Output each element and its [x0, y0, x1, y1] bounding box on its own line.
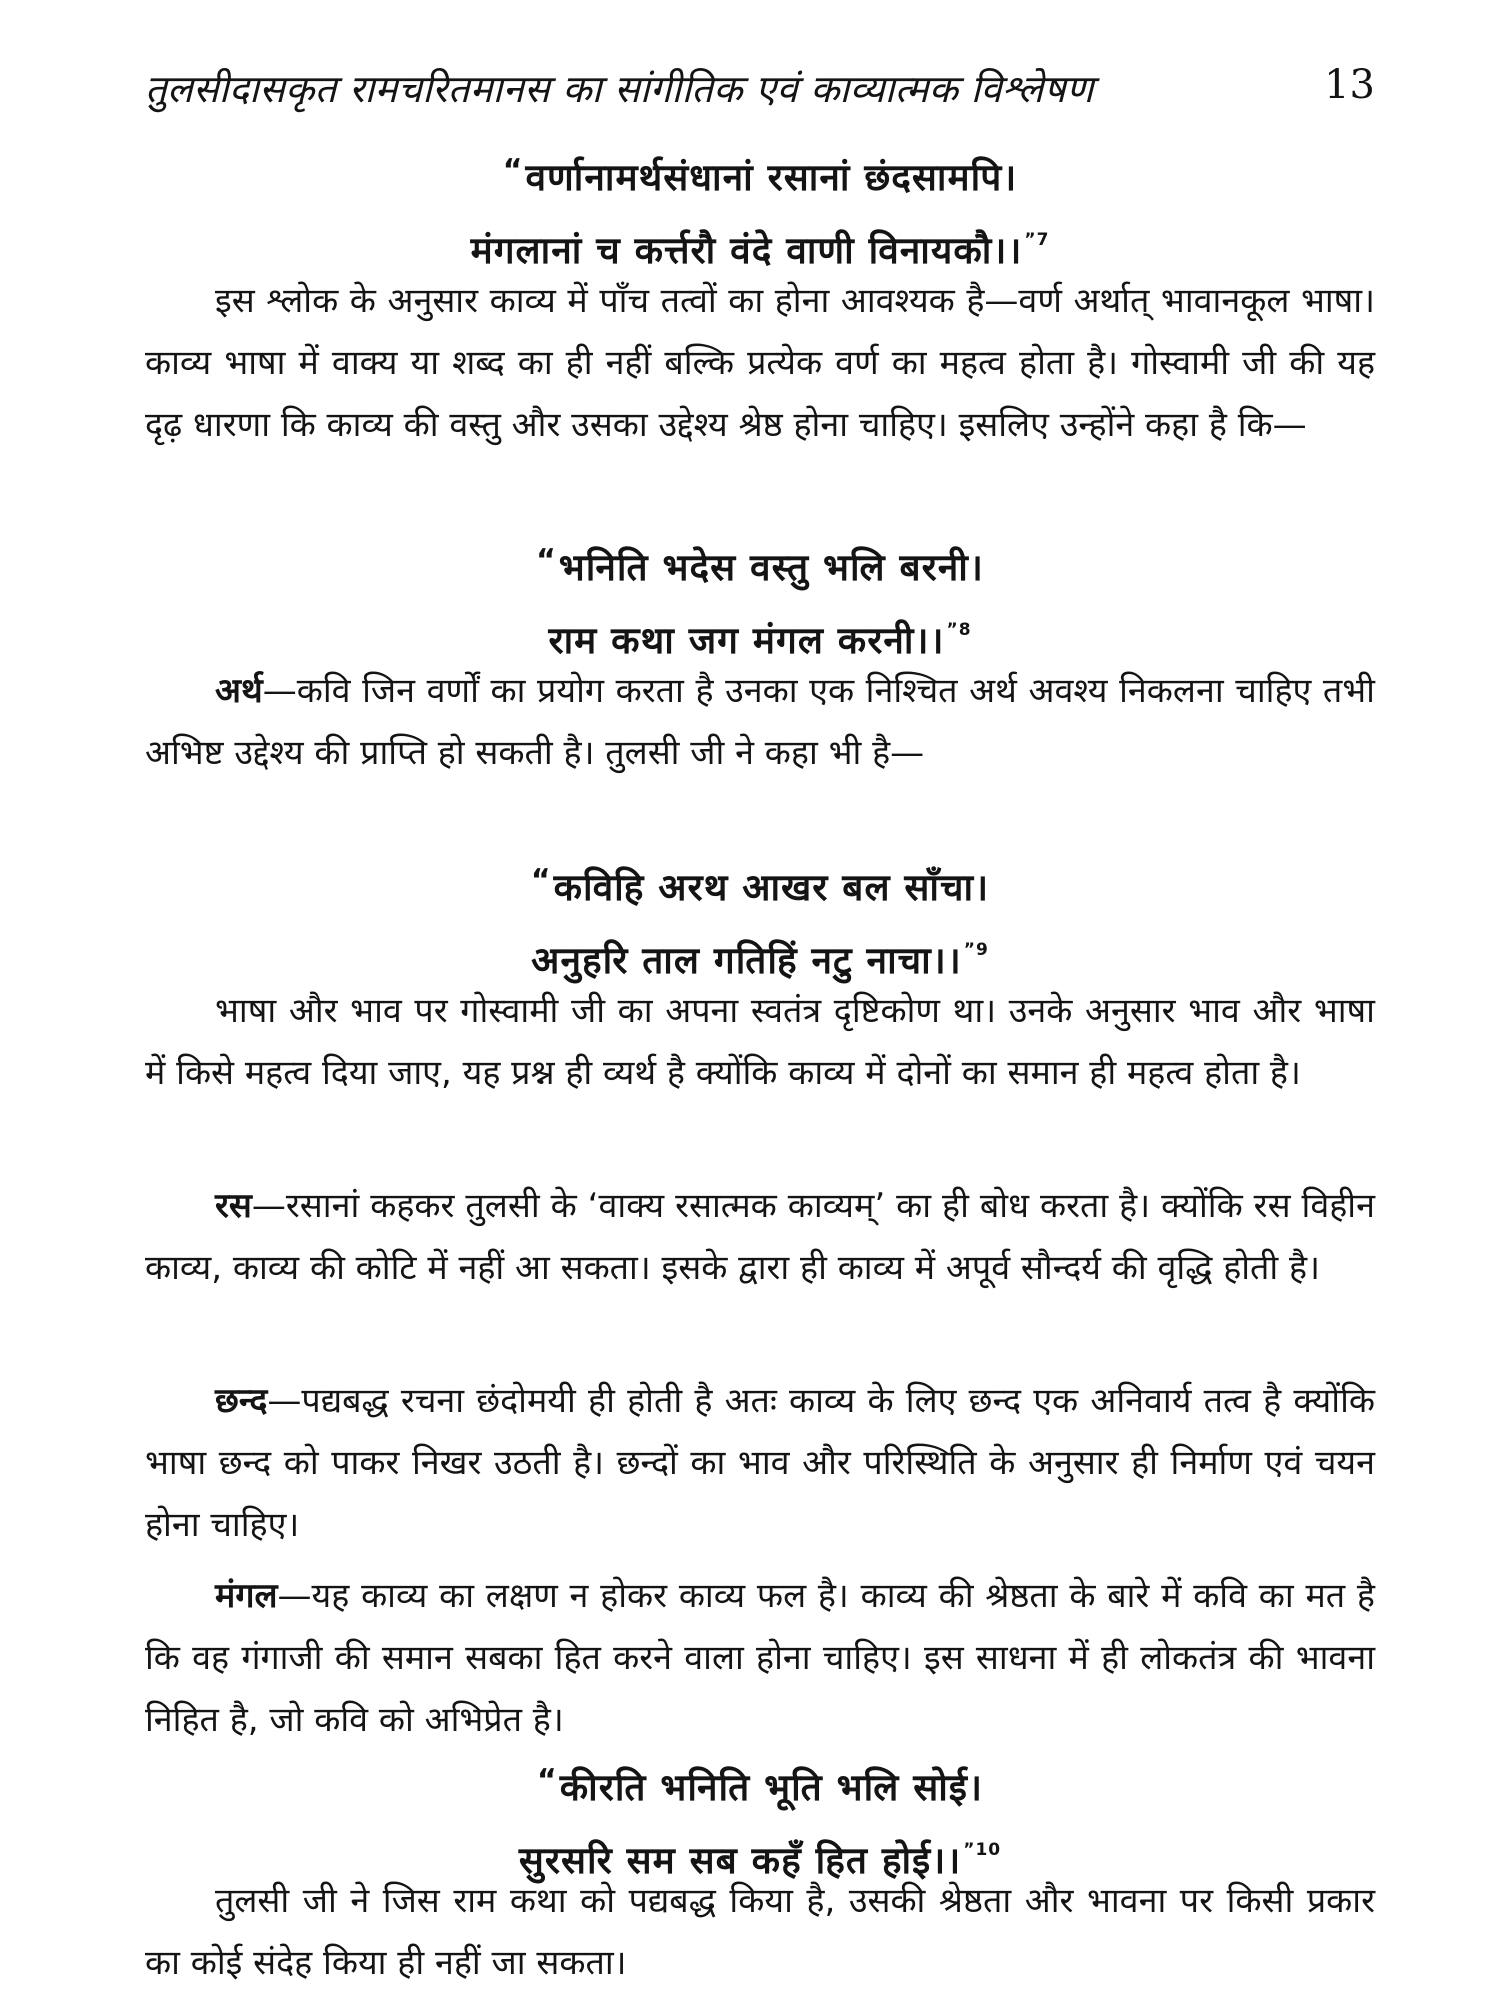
- paragraph-4: [145, 1175, 1375, 1299]
- paragraph-6: [145, 1565, 1375, 1751]
- paragraph-5: [145, 1370, 1375, 1556]
- footnote-ref: [963, 1840, 1001, 1860]
- footnote-ref: [947, 620, 972, 640]
- footnote-ref: [964, 940, 989, 960]
- term-heading: अर्थ: [215, 671, 263, 711]
- open-quote: “: [536, 543, 557, 578]
- page-number: 13: [1324, 62, 1375, 108]
- paragraph-text: —पद्यबद्ध रचना छंदोमयी ही होती है अतः काव्य के लिए छन्द एक अनिवार्य तत्व है क्योंकि भाषा छन्द को पाकर निखर उठती है। छन्दों का भाव और परिस्थिति के अनुसार ही निर्माण एवं चयन होना चाहिए।: [145, 1381, 1375, 1545]
- term-heading: छन्द: [215, 1381, 268, 1421]
- paragraph-text: —कवि जिन वर्णों का प्रयोग करता है उनका एक निश्चित अर्थ अवश्य निकलना चाहिए तभी अभिष्ट उद्देश्य की प्राप्ति हो सकती है। तुलसी जी ने कहा भी है—: [145, 671, 1375, 773]
- term-heading: मंगल: [215, 1576, 278, 1616]
- verse-line: [145, 1750, 1375, 1819]
- verse-text: अनुहरि ताल गतिहिं नटु नाचा।।: [531, 939, 962, 982]
- verse-text: वर्णानामर्थसंधानां रसानां छंदसामपि।: [525, 156, 1018, 199]
- close-quote: ”: [946, 620, 959, 640]
- open-quote: “: [537, 1763, 558, 1798]
- verse-line: [145, 140, 1375, 209]
- close-quote: ”: [1024, 230, 1037, 250]
- verse-text: सुरसरि सम सब कहँ हित होई।।: [518, 1839, 962, 1882]
- running-header: [145, 62, 1375, 122]
- paragraph-7: तुलसी जी ने जिस राम कथा को पद्यबद्ध किया है, उसकी श्रेष्ठता और भावना पर किसी प्रकार का कोई संदेह किया ही नहीं जा सकता।: [145, 1881, 1375, 1983]
- verse-text: कीरति भनिति भूति भलि सोई।: [559, 1766, 983, 1809]
- verse-text: कविहि अरथ आखर बल साँचा।: [553, 866, 990, 909]
- verse-block-1: [145, 140, 1375, 282]
- term-heading: रस: [215, 1186, 252, 1226]
- paragraph-2: [145, 660, 1375, 784]
- close-quote: ”: [963, 940, 976, 960]
- verse-text: भनिति भदेस वस्तु भलि बरनी।: [558, 546, 984, 589]
- verse-line: [145, 850, 1375, 919]
- footnote-number: 7: [1036, 230, 1050, 250]
- footnote-number: 9: [975, 940, 989, 960]
- paragraph-text: —यह काव्य का लक्षण न होकर काव्य फल है। काव्य की श्रेष्ठता के बारे में कवि का मत है कि वह गंगाजी की समान सबका हित करने वाला होना चाहिए। इस साधना में ही लोकतंत्र की भावना निहित है, जो कवि को अभिप्रेत है।: [145, 1576, 1375, 1740]
- verse-text: मंगलानां च कर्त्तरौ वंदे वाणी विनायकौ।।: [470, 229, 1023, 272]
- paragraph-1: इस श्लोक के अनुसार काव्य में पाँच तत्वों का होना आवश्यक है—वर्ण अर्थात् भावानकूल भाषा। काव्य भाषा में वाक्य या शब्द का ही नहीं बल्कि प्रत्येक वर्ण का महत्व होता है। गोस्वामी जी की यह दृढ़ धारणा कि काव्य की वस्तु और उसका उद्देश्य श्रेष्ठ होना चाहिए। इसलिए उन्होंने कहा है कि—: [145, 281, 1375, 445]
- paragraph-3: भाषा और भाव पर गोस्वामी जी का अपना स्वतंत्र दृष्टिकोण था। उनके अनुसार भाव और भाषा में किसे महत्व दिया जाए, यह प्रश्न ही व्यर्थ है क्योंकि काव्य में दोनों का समान ही महत्व होता है।: [145, 991, 1375, 1093]
- verse-block-3: [145, 850, 1375, 992]
- header-title: तुलसीदासकृत रामचरितमानस का सांगीतिक एवं काव्यात्मक विश्लेषण: [145, 67, 1094, 111]
- verse-block-2: [145, 530, 1375, 672]
- open-quote: “: [530, 863, 552, 898]
- paragraph-text: —रसानां कहकर तुलसी के ‘वाक्य रसात्मक काव्यम्’ का ही बोध करता है। क्योंकि रस विहीन काव्य, काव्य की कोटि में नहीं आ सकता। इसके द्वारा ही काव्य में अपूर्व सौन्दर्य की वृद्धि होती है।: [145, 1186, 1375, 1288]
- footnote-ref: [1024, 230, 1049, 250]
- verse-line: [145, 530, 1375, 599]
- verse-text: राम कथा जग मंगल करनी।।: [548, 619, 945, 662]
- close-quote: ”: [963, 1840, 976, 1860]
- footnote-number: 8: [958, 620, 972, 640]
- open-quote: “: [502, 153, 524, 188]
- footnote-number: 10: [975, 1840, 1002, 1860]
